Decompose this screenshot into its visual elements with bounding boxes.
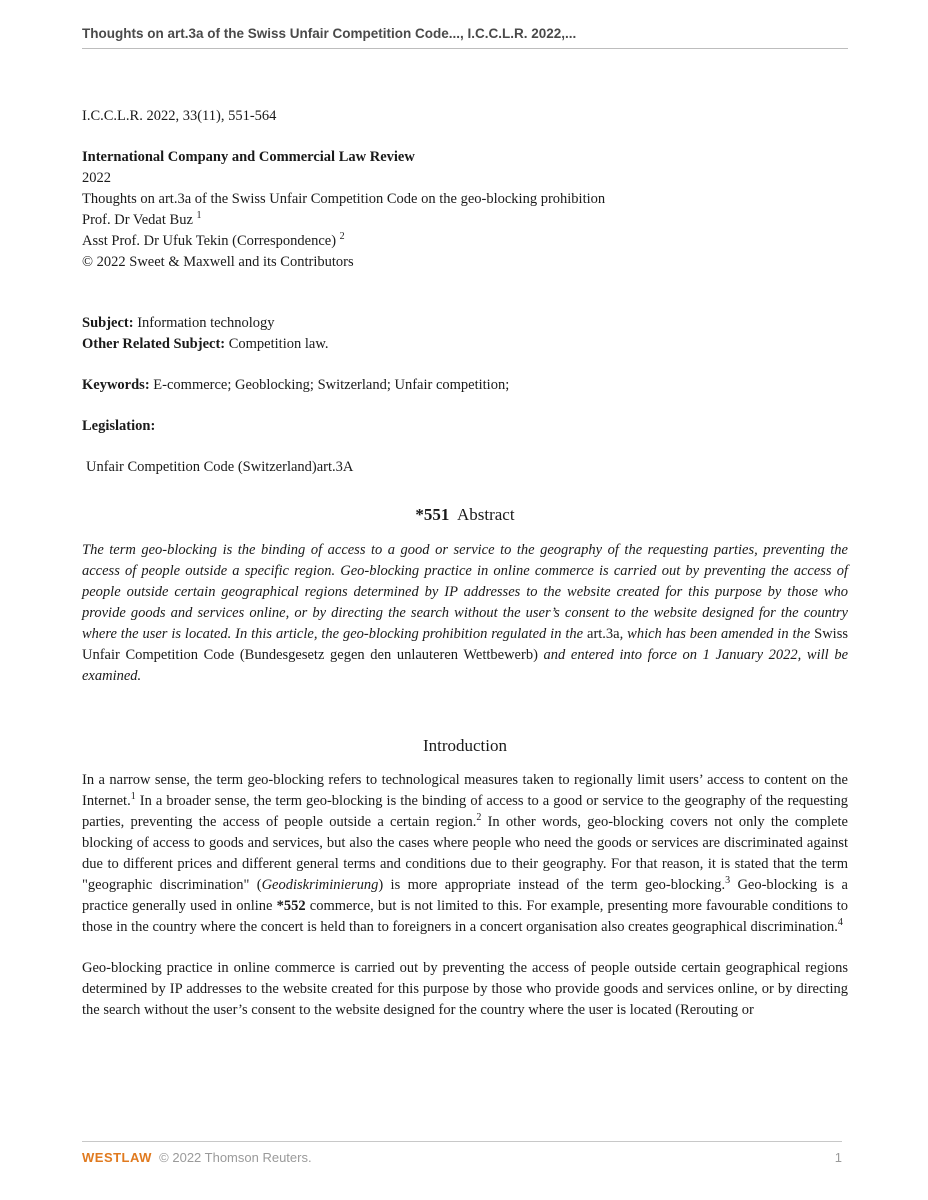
- swiss-ucc-link[interactable]: Swiss Unfair Competition Code (Bundesgesetz gegen den unlauteren Wettbewerb): [82, 625, 848, 663]
- article-title: Thoughts on art.3a of the Swiss Unfair Competition Code on the geo-blocking prohibition: [82, 191, 606, 207]
- introduction-heading: Introduction: [422, 735, 508, 755]
- footnote-ref[interactable]: 4: [837, 916, 843, 928]
- legislation-label: Legislation:: [82, 418, 156, 434]
- footnote-ref[interactable]: 2: [476, 811, 482, 823]
- publication-year: 2022: [82, 170, 111, 186]
- introduction-paragraph-1: In a narrow sense, the term geo-blocking refers to technological measures taken to regionally limit users’ access to content on the Internet.$^1$ In a broader sense, the term geo-blocking is the binding of access to a good or service to the geography of the requesting parties, preventing the access of people outside a certain region.$^2$ In other words, geo-blocking covers not only the complete blocking of access to goods and services, but also the cases where people who need the goods or services are discriminated against due to different prices and different general terms and conditions due to their geography. For that reason, it is stated that the term "geographic discrimination" (Geodiskriminierung) is more appropriate instead of the term geo-blocking.$^3$ Geo-blocking is a practice generally used in online *552 commerce, but is not limited to this. For example, presenting more favourable conditions to those in the country where the concert is held than to foreigners in a concert organisation also creates geographical discrimination.$^4$: [82, 771, 848, 935]
- running-header: Thoughts on art.3a of the Swiss Unfair Competition Code..., I.C.C.L.R. 2022,...: [82, 26, 577, 41]
- author-1: Prof. Dr Vedat Buz $^1$: [82, 210, 202, 228]
- footnote-ref[interactable]: 1: [196, 210, 202, 222]
- subject: Subject: Information technology: [82, 315, 275, 331]
- page-marker: *551: [415, 505, 450, 524]
- westlaw-logo: WESTLAW: [82, 1150, 152, 1165]
- footnote-ref[interactable]: 2: [339, 231, 345, 243]
- copyright-notice: © 2022 Sweet & Maxwell and its Contributors: [82, 254, 354, 270]
- abstract-heading: *551 Abstract: [415, 505, 515, 524]
- abstract-text: The term geo-blocking is the binding of access to a good or service to the geography of the requesting parties, preventing the access of people outside a specific region. Geo-blocking practice in online commerce is carried out by preventing the access of people outside certain geographical regions determined by IP addresses to the website created for this purpose by those who provide goods and services online, or by directing the search without the user’s consent to the website designed for the country where the user is located. In this article, the geo-blocking prohibition regulated in the art.3a, which has been amended in the Swiss Unfair Competition Code (Bundesgesetz gegen den unlauteren Wettbewerb) and entered into force on 1 January 2022, will be examined.: [82, 541, 849, 684]
- footer-copyright: © 2022 Thomson Reuters.: [159, 1150, 312, 1165]
- author-2: Asst Prof. Dr Ufuk Tekin (Correspondence) $^2$: [82, 231, 345, 249]
- header-divider: [82, 48, 848, 49]
- footnote-ref[interactable]: 3: [725, 874, 731, 886]
- keywords: Keywords: E-commerce; Geoblocking; Switzerland; Unfair competition;: [82, 377, 510, 393]
- introduction-paragraph-2: Geo-blocking practice in online commerce is carried out by preventing the access of people outside certain geographical regions determined by IP addresses to the website created for this purpose by those who provide goods and services online, or by directing the search without the user’s consent to the website designed for the country where the user is located (Rerouting or: [82, 959, 848, 1018]
- other-related-subject: Other Related Subject: Competition law.: [82, 336, 329, 352]
- page-number: 1: [834, 1150, 842, 1165]
- document-body: [82, 106, 848, 1021]
- footer-divider: [82, 1141, 842, 1142]
- journal-name: International Company and Commercial Law Review: [82, 149, 415, 165]
- footnote-ref[interactable]: 1: [130, 790, 136, 802]
- citation: I.C.C.L.R. 2022, 33(11), 551-564: [82, 108, 277, 124]
- page-footer: [82, 1150, 842, 1165]
- legislation-link[interactable]: Unfair Competition Code (Switzerland)art.3A: [86, 459, 354, 475]
- art-3a-link[interactable]: art.3a: [587, 625, 620, 642]
- page-marker: *552: [276, 897, 306, 914]
